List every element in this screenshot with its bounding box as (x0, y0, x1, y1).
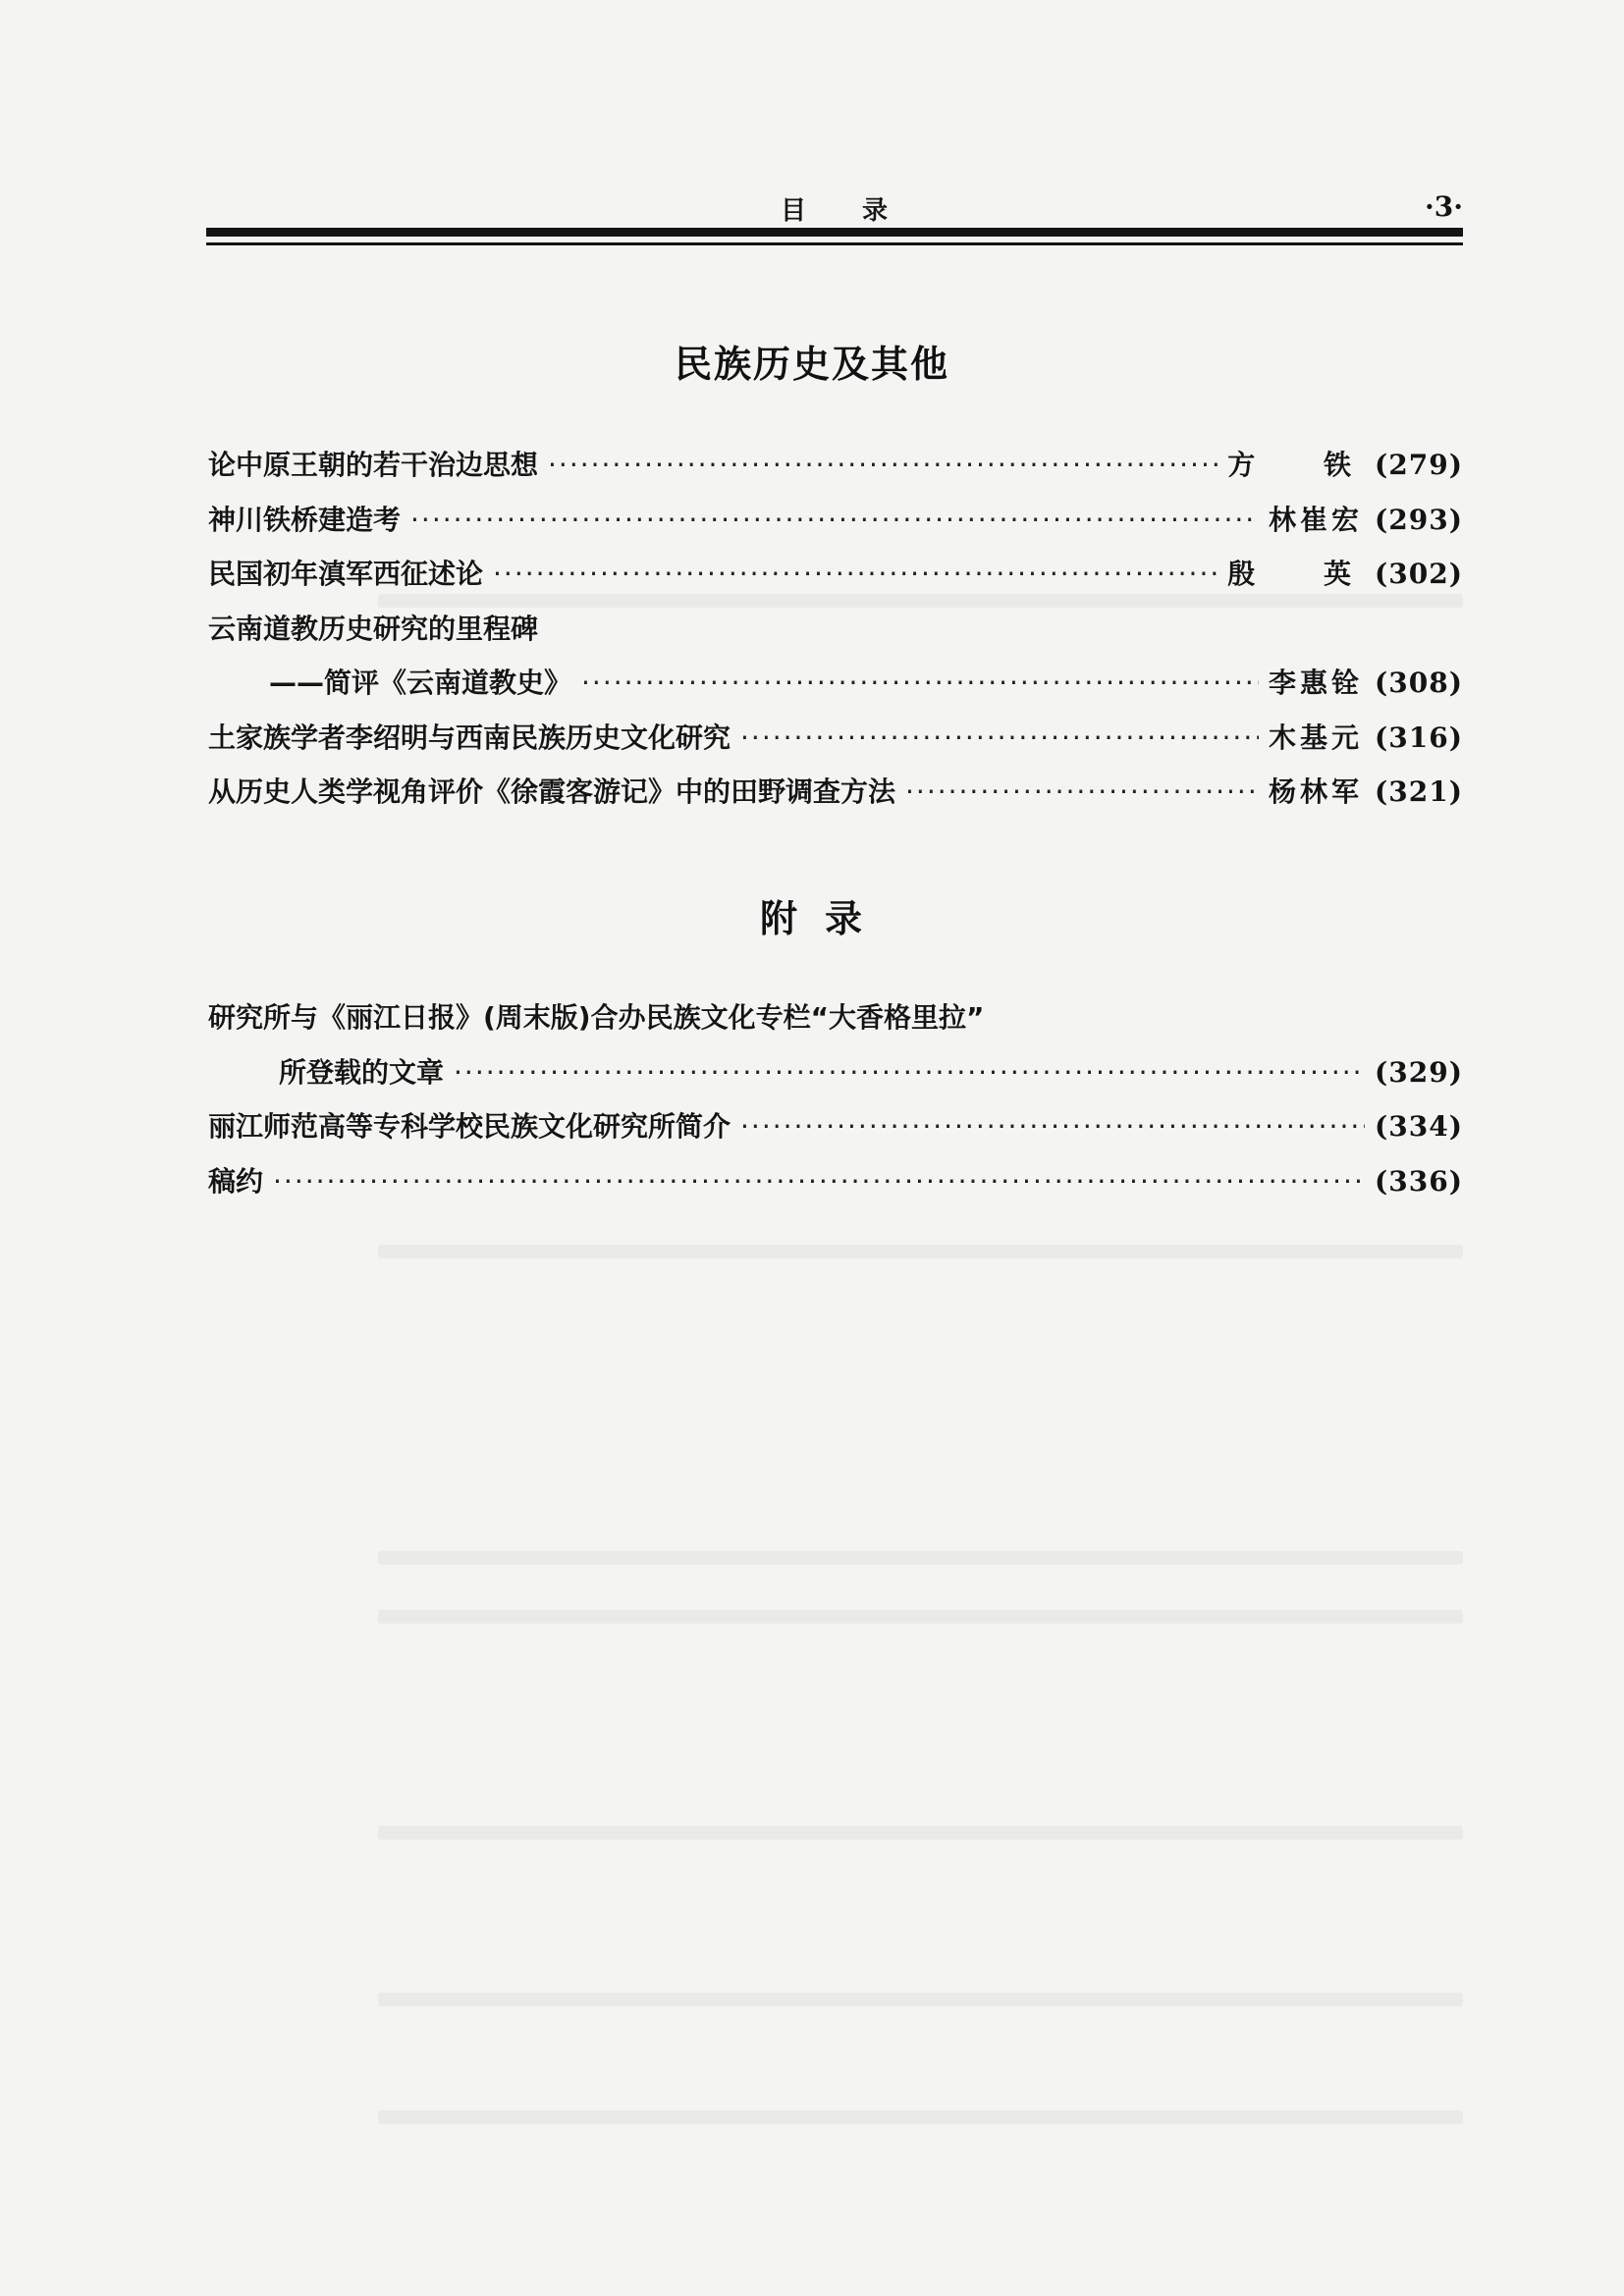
toc-entry[interactable] (208, 717, 1463, 772)
bleed-through-texture (378, 1551, 1463, 1565)
dot-leader (548, 449, 1218, 481)
toc-entry-page: (334) (1375, 1110, 1463, 1143)
toc-entry-page: (316) (1375, 721, 1463, 754)
toc-entry[interactable] (208, 553, 1463, 608)
toc-entry[interactable] (208, 1105, 1463, 1160)
dot-leader (905, 775, 1259, 808)
toc-entry-title: 土家族学者李绍明与西南民族历史文化研究 (208, 721, 731, 754)
toc-entry-title: 神川铁桥建造考 (208, 503, 402, 536)
section-heading-ethnic-history: 民族历史及其他 (674, 343, 949, 386)
dot-leader (410, 504, 1259, 536)
toc-entry[interactable] (208, 499, 1463, 554)
toc-entry[interactable] (208, 444, 1463, 499)
toc-entry-title: 论中原王朝的若干治边思想 (208, 449, 539, 481)
toc-entry-continuation[interactable] (208, 1051, 1463, 1106)
bleed-through-texture (378, 1993, 1463, 2006)
toc-entry-title: 云南道教历史研究的里程碑 (208, 612, 539, 645)
toc-entry-title: 所登载的文章 (279, 1055, 445, 1089)
toc-entry-page: (321) (1375, 775, 1463, 808)
bleed-through-texture (378, 2110, 1463, 2124)
bleed-through-texture (378, 1826, 1463, 1840)
running-header (206, 185, 1463, 234)
toc-entry-page: (329) (1375, 1055, 1463, 1089)
toc-entry[interactable] (208, 771, 1463, 826)
bleed-through-texture (378, 1610, 1463, 1624)
toc-entry-page: (279) (1375, 449, 1463, 481)
bleed-through-texture (378, 1245, 1463, 1258)
toc-entry-author: 方 铁 (1227, 449, 1381, 481)
page-number: ·3· (1425, 190, 1463, 223)
toc-entry-title: 从历史人类学视角评价《徐霞客游记》中的田野调查方法 (208, 775, 896, 808)
dot-leader (454, 1056, 1365, 1089)
toc-entry[interactable] (208, 608, 1463, 663)
toc-entry-author: 殷 英 (1227, 558, 1381, 590)
dot-leader (740, 721, 1259, 754)
toc-entry-author: 李惠铨 (1269, 667, 1364, 699)
dot-leader (740, 1110, 1365, 1143)
header-rule-thick (206, 228, 1463, 237)
header-title: 目 录 (781, 196, 912, 226)
toc-entry-title: 研究所与《丽江日报》(周末版)合办民族文化专栏“大香格里拉” (208, 1001, 985, 1034)
toc-list-appendix (208, 996, 1463, 1214)
toc-entry[interactable] (208, 1160, 1463, 1215)
dot-leader (493, 558, 1218, 590)
toc-list-ethnic-history (208, 444, 1463, 826)
toc-entry-author: 杨林军 (1269, 775, 1364, 808)
toc-entry-title: 丽江师范高等专科学校民族文化研究所简介 (208, 1110, 731, 1143)
toc-entry[interactable] (208, 996, 1463, 1051)
toc-entry-title: 民国初年滇军西征述论 (208, 558, 484, 590)
toc-entry-subtitle[interactable] (208, 662, 1463, 717)
dot-leader (273, 1165, 1365, 1198)
section-heading-appendix: 附录 (759, 897, 890, 940)
toc-entry-page: (308) (1375, 667, 1463, 699)
header-rule-thin (206, 242, 1463, 245)
dot-leader (581, 667, 1259, 699)
toc-entry-page: (336) (1375, 1164, 1463, 1198)
toc-entry-title: ——简评《云南道教史》 (269, 667, 572, 699)
toc-entry-author: 木基元 (1269, 721, 1364, 754)
toc-entry-author: 林崔宏 (1269, 503, 1364, 536)
toc-entry-page: (302) (1375, 558, 1463, 590)
toc-entry-title: 稿约 (208, 1164, 264, 1198)
toc-entry-page: (293) (1375, 503, 1463, 536)
